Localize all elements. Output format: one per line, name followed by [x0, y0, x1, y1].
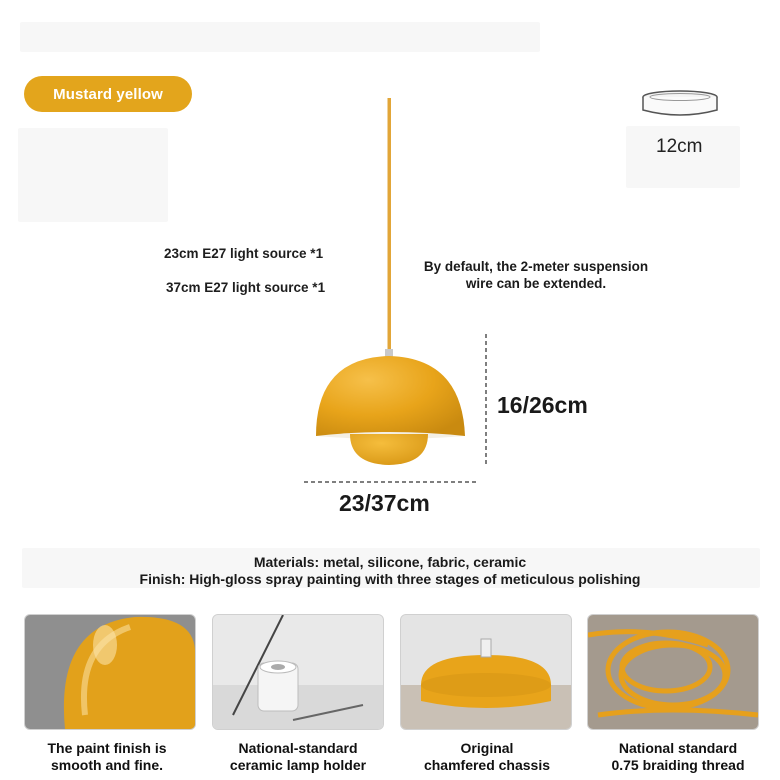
feature-caption-line2: chamfered chassis	[423, 757, 551, 773]
feature-caption-paint	[17, 740, 197, 774]
light-source-37-text: 37cm E27 light source *1	[166, 280, 326, 295]
feature-caption-line2: smooth and fine.	[51, 757, 163, 773]
feature-caption-line1: National-standard	[238, 740, 358, 756]
feature-caption-chassis	[397, 740, 577, 774]
detail-photo-lamp-holder	[212, 614, 384, 730]
detail-photo-braided-thread	[587, 614, 759, 730]
finish-line: Finish: High-gloss spray painting with three stages of meticulous polishing	[139, 571, 641, 587]
feature-caption-line2: 0.75 braiding thread	[611, 757, 745, 773]
pendant-lamp-image	[300, 96, 500, 496]
ceiling-canopy-image	[636, 84, 726, 128]
canopy-size-label: 12cm	[656, 136, 703, 157]
faint-header-band	[20, 22, 540, 52]
feature-caption-line1: The paint finish is	[47, 740, 167, 756]
detail-photo-chassis	[400, 614, 572, 730]
feature-caption-holder	[208, 740, 388, 774]
faint-left-band	[18, 128, 168, 222]
suspension-wire	[388, 98, 392, 352]
materials-line: Materials: metal, silicone, fabric, ceramic	[253, 554, 527, 570]
color-option-label: Mustard yellow	[53, 85, 163, 103]
lamp-lower-shell	[350, 434, 428, 465]
feature-caption-line1: Original	[460, 740, 514, 756]
detail-photo-paint-finish	[24, 614, 196, 730]
feature-caption-line1: National standard	[618, 740, 738, 756]
lamp-fitting	[385, 349, 393, 357]
wire-note-line2: wire can be extended.	[465, 276, 607, 291]
feature-caption-line2: ceramic lamp holder	[229, 757, 367, 773]
wire-note-line1: By default, the 2-meter suspension	[423, 259, 649, 274]
width-dimension-label: 23/37cm	[339, 490, 430, 516]
materials-block	[0, 554, 780, 588]
height-dimension-label: 16/26cm	[497, 392, 588, 418]
lamp-dome	[316, 356, 465, 436]
feature-caption-thread	[588, 740, 768, 774]
light-source-23-text: 23cm E27 light source *1	[164, 246, 324, 261]
color-option-badge[interactable]	[24, 76, 192, 112]
